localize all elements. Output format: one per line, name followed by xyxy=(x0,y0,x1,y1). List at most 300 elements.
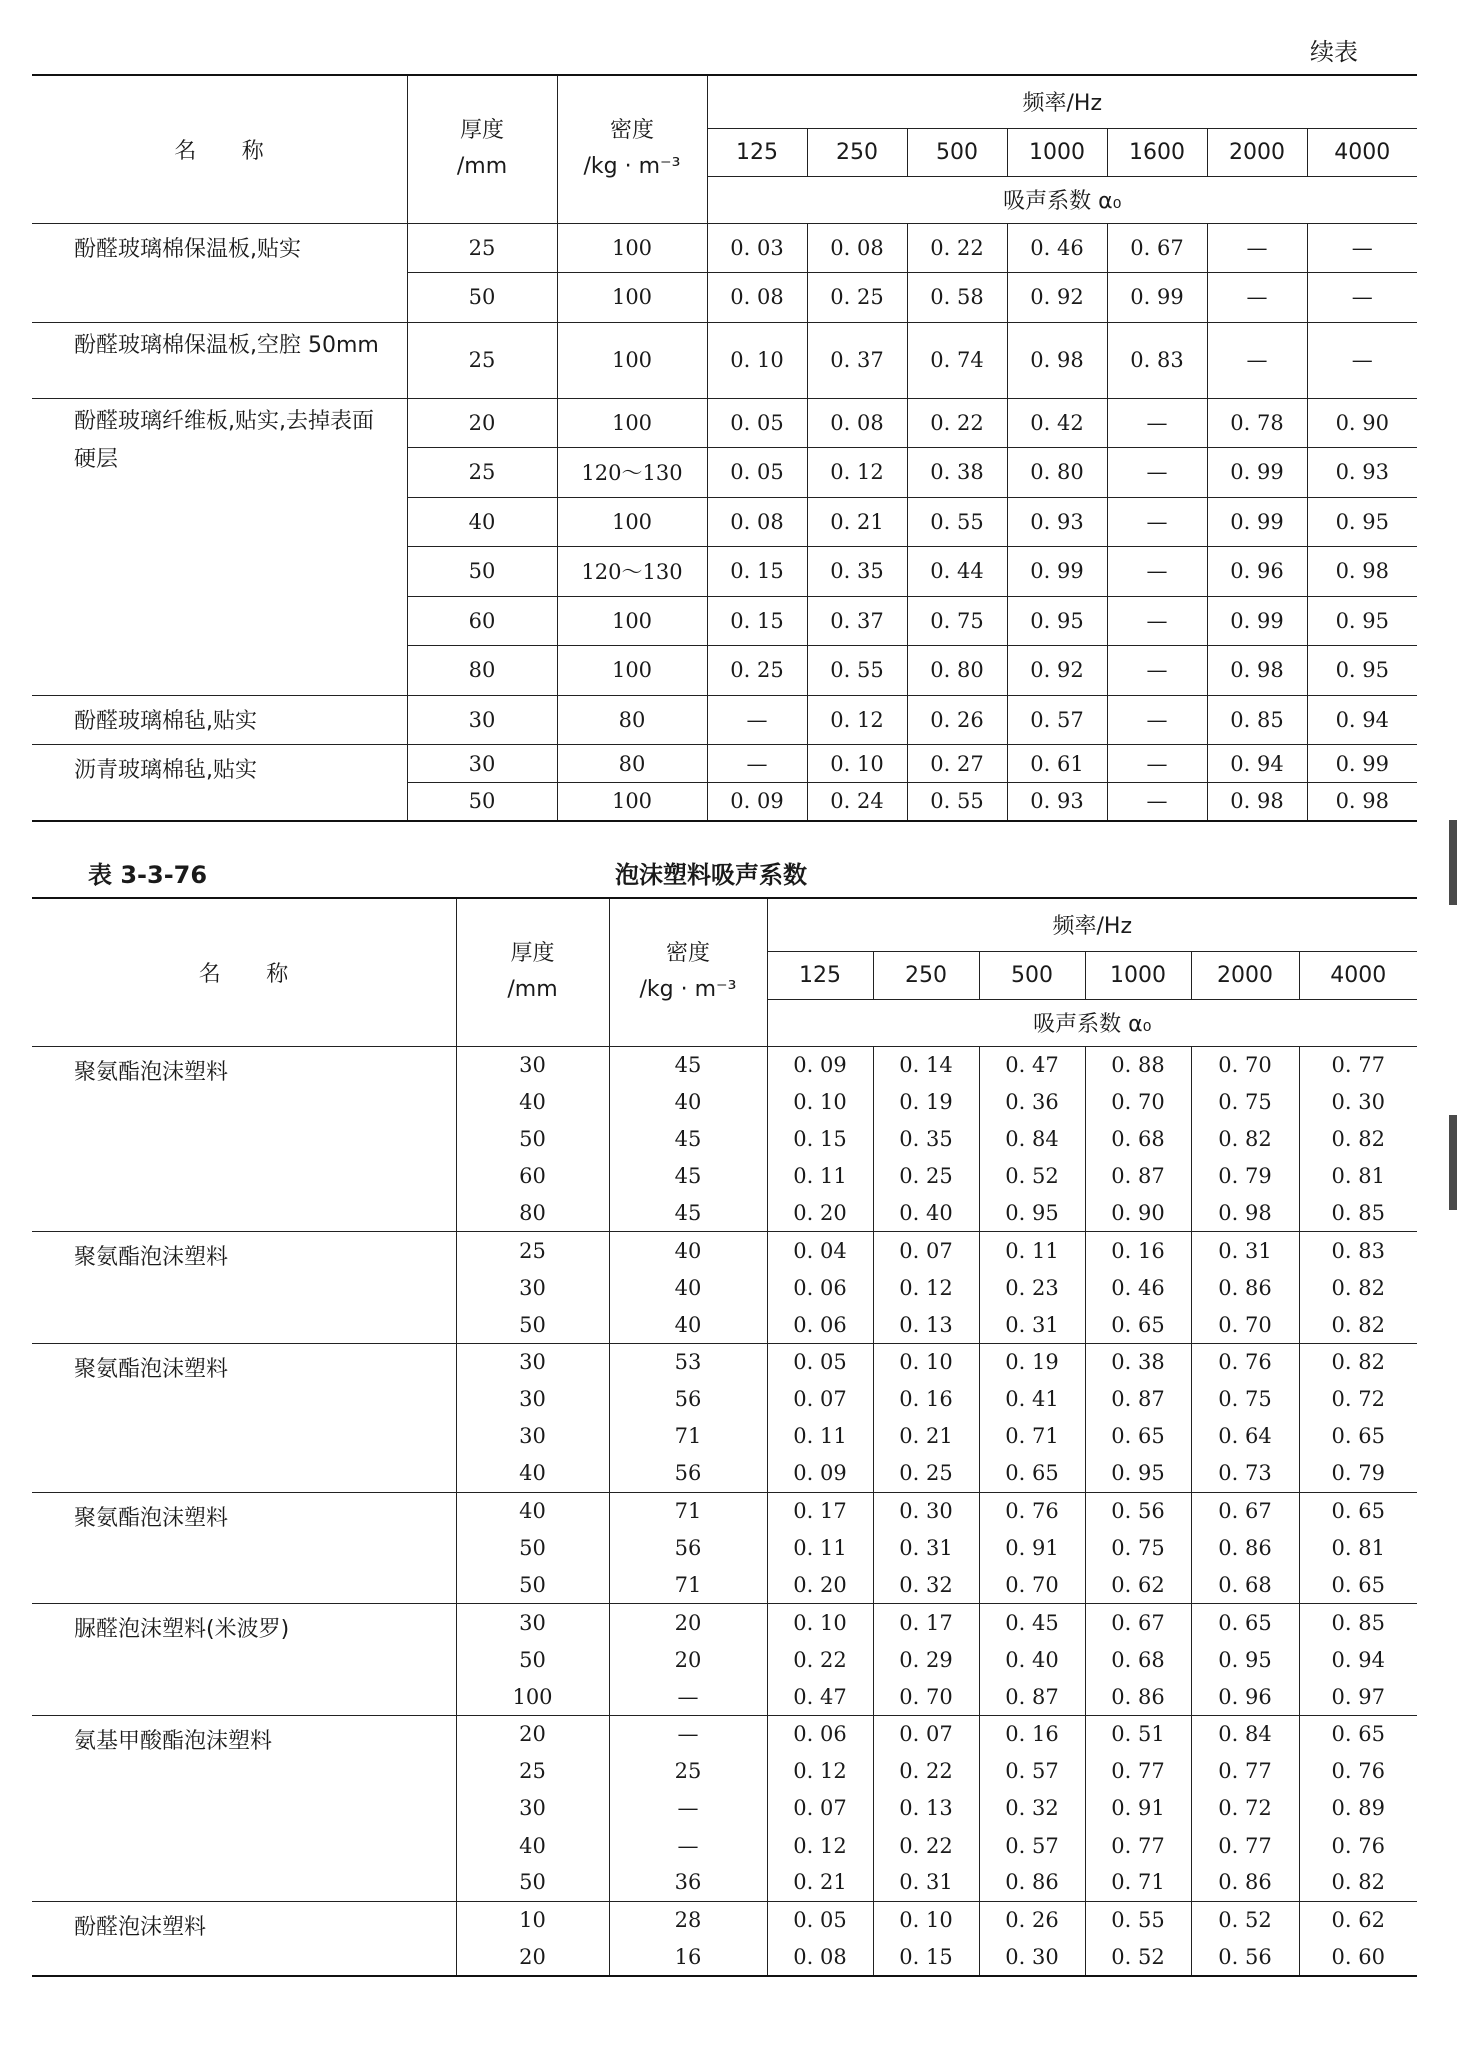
thickness-cell: 50 xyxy=(407,273,557,323)
coefficient-cell: 0. 77 xyxy=(1299,1046,1417,1083)
header-freq-125: 125 xyxy=(767,951,873,999)
coefficient-cell: 0. 93 xyxy=(1007,783,1107,821)
table-row xyxy=(32,1232,1417,1269)
coefficient-cell: 0. 07 xyxy=(767,1790,873,1827)
header-density-text: 密度 /kg · m⁻³ xyxy=(583,118,681,180)
coefficient-cell: 0. 21 xyxy=(767,1864,873,1901)
thickness-cell: 80 xyxy=(456,1195,609,1232)
thickness-cell: 30 xyxy=(456,1790,609,1827)
header-density-text: 密度 /kg · m⁻³ xyxy=(639,941,737,1003)
thickness-cell: 50 xyxy=(407,547,557,597)
thickness-cell: 40 xyxy=(456,1083,609,1120)
coefficient-cell: 0. 85 xyxy=(1207,695,1307,745)
coefficient-cell: 0. 70 xyxy=(979,1567,1085,1604)
coefficient-cell: 0. 09 xyxy=(767,1046,873,1083)
material-name: 氨基甲酸酯泡沫塑料 xyxy=(32,1715,456,1901)
coefficient-cell: 0. 95 xyxy=(1085,1455,1191,1492)
coefficient-cell: 0. 95 xyxy=(1007,596,1107,646)
header-freq-250: 250 xyxy=(873,951,979,999)
coefficient-cell: 0. 77 xyxy=(1085,1827,1191,1864)
material-name: 沥青玻璃棉毡,贴实 xyxy=(32,745,407,821)
coefficient-cell: 0. 38 xyxy=(1085,1344,1191,1381)
coefficient-cell: 0. 90 xyxy=(1085,1195,1191,1232)
foam-absorption-table xyxy=(32,897,1417,1977)
coefficient-cell: 0. 90 xyxy=(1307,398,1417,448)
density-cell: 100 xyxy=(557,273,707,323)
coefficient-cell: — xyxy=(1107,398,1207,448)
coefficient-cell: 0. 15 xyxy=(767,1120,873,1157)
table-row xyxy=(32,695,1417,745)
coefficient-cell: 0. 70 xyxy=(1191,1046,1299,1083)
coefficient-cell: 0. 98 xyxy=(1191,1195,1299,1232)
coefficient-cell: 0. 29 xyxy=(873,1641,979,1678)
coefficient-cell: 0. 52 xyxy=(979,1158,1085,1195)
coefficient-cell: 0. 35 xyxy=(807,547,907,597)
coefficient-cell: 0. 56 xyxy=(1085,1492,1191,1529)
table-title: 泡沫塑料吸声系数 xyxy=(615,861,807,889)
coefficient-cell: 0. 82 xyxy=(1299,1120,1417,1157)
table-row xyxy=(32,1492,1417,1529)
thickness-cell: 50 xyxy=(456,1567,609,1604)
material-name: 酚醛泡沫塑料 xyxy=(32,1901,456,1975)
coefficient-cell: 0. 72 xyxy=(1191,1790,1299,1827)
coefficient-cell: 0. 25 xyxy=(873,1455,979,1492)
coefficient-cell: 0. 76 xyxy=(1191,1344,1299,1381)
coefficient-cell: 0. 80 xyxy=(1007,448,1107,498)
thickness-cell: 20 xyxy=(456,1715,609,1752)
coefficient-cell: 0. 31 xyxy=(979,1306,1085,1343)
coefficient-cell: 0. 75 xyxy=(1191,1083,1299,1120)
density-cell: — xyxy=(609,1827,767,1864)
header-freq-2000: 2000 xyxy=(1191,951,1299,999)
thickness-cell: 50 xyxy=(456,1306,609,1343)
coefficient-cell: 0. 79 xyxy=(1191,1158,1299,1195)
header-absorption-coefficient: 吸声系数 α₀ xyxy=(707,176,1417,223)
density-cell: 71 xyxy=(609,1492,767,1529)
coefficient-cell: 0. 58 xyxy=(907,273,1007,323)
coefficient-cell: 0. 65 xyxy=(1299,1715,1417,1752)
header-thickness-text: 厚度 /mm xyxy=(507,941,558,1003)
coefficient-cell: 0. 32 xyxy=(979,1790,1085,1827)
coefficient-cell: 0. 08 xyxy=(807,223,907,273)
coefficient-cell: 0. 94 xyxy=(1299,1641,1417,1678)
thickness-cell: 25 xyxy=(407,322,557,398)
thickness-cell: 50 xyxy=(407,783,557,821)
coefficient-cell: 0. 70 xyxy=(1085,1083,1191,1120)
coefficient-cell: 0. 65 xyxy=(1299,1418,1417,1455)
coefficient-cell: 0. 20 xyxy=(767,1195,873,1232)
coefficient-cell: 0. 84 xyxy=(1191,1715,1299,1752)
coefficient-cell: 0. 51 xyxy=(1085,1715,1191,1752)
thickness-cell: 50 xyxy=(456,1529,609,1566)
coefficient-cell: 0. 82 xyxy=(1191,1120,1299,1157)
coefficient-cell: — xyxy=(1107,448,1207,498)
coefficient-cell: 0. 27 xyxy=(907,745,1007,783)
density-cell: 56 xyxy=(609,1529,767,1566)
table-number: 表 3-3-76 xyxy=(88,861,208,889)
thickness-cell: 40 xyxy=(407,497,557,547)
header-density xyxy=(609,898,767,1046)
coefficient-cell: 0. 95 xyxy=(1191,1641,1299,1678)
coefficient-cell: 0. 99 xyxy=(1207,497,1307,547)
coefficient-cell: 0. 42 xyxy=(1007,398,1107,448)
coefficient-cell: 0. 22 xyxy=(907,398,1007,448)
header-freq-500: 500 xyxy=(979,951,1085,999)
header-freq-1600: 1600 xyxy=(1107,128,1207,176)
coefficient-cell: 0. 95 xyxy=(1307,646,1417,696)
coefficient-cell: 0. 08 xyxy=(707,273,807,323)
density-cell: 28 xyxy=(609,1901,767,1938)
header-freq-4000: 4000 xyxy=(1299,951,1417,999)
coefficient-cell: 0. 47 xyxy=(767,1678,873,1715)
coefficient-cell: 0. 13 xyxy=(873,1790,979,1827)
thickness-cell: 60 xyxy=(407,596,557,646)
table-row xyxy=(32,1604,1417,1641)
coefficient-cell: 0. 87 xyxy=(979,1678,1085,1715)
coefficient-cell: 0. 12 xyxy=(767,1753,873,1790)
coefficient-cell: 0. 10 xyxy=(767,1083,873,1120)
coefficient-cell: 0. 85 xyxy=(1299,1195,1417,1232)
table-row xyxy=(32,223,1417,273)
header-density xyxy=(557,75,707,223)
coefficient-cell: 0. 12 xyxy=(807,695,907,745)
coefficient-cell: — xyxy=(1207,273,1307,323)
coefficient-cell: 0. 30 xyxy=(1299,1083,1417,1120)
coefficient-cell: 0. 25 xyxy=(807,273,907,323)
density-cell: 80 xyxy=(557,745,707,783)
coefficient-cell: 0. 14 xyxy=(873,1046,979,1083)
coefficient-cell: 0. 03 xyxy=(707,223,807,273)
coefficient-cell: 0. 94 xyxy=(1207,745,1307,783)
density-cell: 45 xyxy=(609,1120,767,1157)
coefficient-cell: 0. 98 xyxy=(1007,322,1107,398)
coefficient-cell: 0. 65 xyxy=(1085,1306,1191,1343)
material-name: 酚醛玻璃纤维板,贴实,去掉表面硬层 xyxy=(32,398,407,695)
thickness-cell: 80 xyxy=(407,646,557,696)
thickness-cell: 40 xyxy=(456,1492,609,1529)
density-cell: 120～130 xyxy=(557,448,707,498)
coefficient-cell: 0. 06 xyxy=(767,1715,873,1752)
coefficient-cell: 0. 41 xyxy=(979,1381,1085,1418)
density-cell: 53 xyxy=(609,1344,767,1381)
coefficient-cell: 0. 75 xyxy=(1191,1381,1299,1418)
coefficient-cell: 0. 08 xyxy=(707,497,807,547)
coefficient-cell: 0. 13 xyxy=(873,1306,979,1343)
coefficient-cell: 0. 22 xyxy=(873,1827,979,1864)
header-freq-1000: 1000 xyxy=(1085,951,1191,999)
thickness-cell: 100 xyxy=(456,1678,609,1715)
coefficient-cell: — xyxy=(707,695,807,745)
density-cell: 71 xyxy=(609,1567,767,1604)
thickness-cell: 50 xyxy=(456,1120,609,1157)
coefficient-cell: 0. 47 xyxy=(979,1046,1085,1083)
coefficient-cell: 0. 81 xyxy=(1299,1158,1417,1195)
table-body xyxy=(32,1046,1417,1976)
coefficient-cell: 0. 80 xyxy=(907,646,1007,696)
coefficient-cell: — xyxy=(1107,596,1207,646)
header-thickness xyxy=(456,898,609,1046)
density-cell: 25 xyxy=(609,1753,767,1790)
thickness-cell: 10 xyxy=(456,1901,609,1938)
coefficient-cell: 0. 76 xyxy=(1299,1753,1417,1790)
coefficient-cell: 0. 60 xyxy=(1299,1939,1417,1976)
coefficient-cell: 0. 77 xyxy=(1085,1753,1191,1790)
coefficient-cell: 0. 46 xyxy=(1007,223,1107,273)
coefficient-cell: — xyxy=(1107,497,1207,547)
coefficient-cell: 0. 64 xyxy=(1191,1418,1299,1455)
density-cell: 20 xyxy=(609,1604,767,1641)
coefficient-cell: 0. 83 xyxy=(1107,322,1207,398)
density-cell: 40 xyxy=(609,1306,767,1343)
material-name: 酚醛玻璃棉毡,贴实 xyxy=(32,695,407,745)
coefficient-cell: 0. 93 xyxy=(1007,497,1107,547)
coefficient-cell: 0. 82 xyxy=(1299,1864,1417,1901)
coefficient-cell: 0. 35 xyxy=(873,1120,979,1157)
density-cell: 36 xyxy=(609,1864,767,1901)
coefficient-cell: 0. 96 xyxy=(1207,547,1307,597)
coefficient-cell: 0. 04 xyxy=(767,1232,873,1269)
coefficient-cell: 0. 91 xyxy=(1085,1790,1191,1827)
coefficient-cell: — xyxy=(1107,783,1207,821)
coefficient-cell: 0. 22 xyxy=(907,223,1007,273)
coefficient-cell: 0. 12 xyxy=(807,448,907,498)
coefficient-cell: 0. 74 xyxy=(907,322,1007,398)
density-cell: 20 xyxy=(609,1641,767,1678)
coefficient-cell: 0. 44 xyxy=(907,547,1007,597)
thickness-cell: 25 xyxy=(407,448,557,498)
coefficient-cell: 0. 21 xyxy=(873,1418,979,1455)
coefficient-cell: 0. 68 xyxy=(1085,1641,1191,1678)
coefficient-cell: 0. 75 xyxy=(907,596,1007,646)
density-cell: 40 xyxy=(609,1083,767,1120)
coefficient-cell: 0. 79 xyxy=(1299,1455,1417,1492)
coefficient-cell: — xyxy=(1107,646,1207,696)
coefficient-cell: 0. 11 xyxy=(767,1529,873,1566)
thickness-cell: 30 xyxy=(407,695,557,745)
coefficient-cell: — xyxy=(1307,273,1417,323)
coefficient-cell: 0. 99 xyxy=(1007,547,1107,597)
coefficient-cell: 0. 67 xyxy=(1191,1492,1299,1529)
coefficient-cell: 0. 76 xyxy=(979,1492,1085,1529)
density-cell: 100 xyxy=(557,596,707,646)
coefficient-cell: — xyxy=(1207,223,1307,273)
coefficient-cell: 0. 85 xyxy=(1299,1604,1417,1641)
page-edge-tab xyxy=(1449,820,1457,905)
material-name: 酚醛玻璃棉保温板,贴实 xyxy=(32,223,407,322)
coefficient-cell: 0. 62 xyxy=(1085,1567,1191,1604)
coefficient-cell: 0. 97 xyxy=(1299,1678,1417,1715)
thickness-cell: 40 xyxy=(456,1455,609,1492)
header-name: 名 称 xyxy=(32,75,407,223)
coefficient-cell: 0. 15 xyxy=(873,1939,979,1976)
coefficient-cell: 0. 17 xyxy=(767,1492,873,1529)
coefficient-cell: 0. 67 xyxy=(1085,1604,1191,1641)
coefficient-cell: 0. 86 xyxy=(1085,1678,1191,1715)
table-row xyxy=(32,1046,1417,1083)
coefficient-cell: 0. 55 xyxy=(907,783,1007,821)
coefficient-cell: 0. 92 xyxy=(1007,273,1107,323)
coefficient-cell: — xyxy=(1307,322,1417,398)
thickness-cell: 20 xyxy=(456,1939,609,1976)
coefficient-cell: 0. 73 xyxy=(1191,1455,1299,1492)
coefficient-cell: 0. 20 xyxy=(767,1567,873,1604)
coefficient-cell: 0. 05 xyxy=(707,448,807,498)
coefficient-cell: 0. 07 xyxy=(873,1715,979,1752)
table-row xyxy=(32,1715,1417,1752)
coefficient-cell: 0. 99 xyxy=(1307,745,1417,783)
thickness-cell: 50 xyxy=(456,1641,609,1678)
coefficient-cell: 0. 95 xyxy=(1307,497,1417,547)
coefficient-cell: 0. 06 xyxy=(767,1269,873,1306)
coefficient-cell: 0. 77 xyxy=(1191,1827,1299,1864)
coefficient-cell: 0. 36 xyxy=(979,1083,1085,1120)
coefficient-cell: 0. 65 xyxy=(1191,1604,1299,1641)
coefficient-cell: 0. 55 xyxy=(907,497,1007,547)
coefficient-cell: 0. 07 xyxy=(873,1232,979,1269)
coefficient-cell: 0. 25 xyxy=(707,646,807,696)
density-cell: — xyxy=(609,1678,767,1715)
material-name: 聚氨酯泡沫塑料 xyxy=(32,1232,456,1344)
header-name: 名 称 xyxy=(32,898,456,1046)
coefficient-cell: 0. 10 xyxy=(767,1604,873,1641)
thickness-cell: 20 xyxy=(407,398,557,448)
coefficient-cell: 0. 72 xyxy=(1299,1381,1417,1418)
density-cell: 16 xyxy=(609,1939,767,1976)
coefficient-cell: 0. 84 xyxy=(979,1120,1085,1157)
coefficient-cell: 0. 52 xyxy=(1085,1939,1191,1976)
coefficient-cell: 0. 12 xyxy=(767,1827,873,1864)
coefficient-cell: 0. 57 xyxy=(1007,695,1107,745)
coefficient-cell: — xyxy=(1307,223,1417,273)
coefficient-cell: 0. 10 xyxy=(807,745,907,783)
coefficient-cell: 0. 68 xyxy=(1191,1567,1299,1604)
thickness-cell: 30 xyxy=(456,1418,609,1455)
thickness-cell: 25 xyxy=(456,1753,609,1790)
coefficient-cell: 0. 61 xyxy=(1007,745,1107,783)
coefficient-cell: 0. 05 xyxy=(767,1901,873,1938)
density-cell: 100 xyxy=(557,646,707,696)
thickness-cell: 30 xyxy=(456,1381,609,1418)
coefficient-cell: 0. 40 xyxy=(979,1641,1085,1678)
coefficient-cell: 0. 77 xyxy=(1191,1753,1299,1790)
coefficient-cell: 0. 98 xyxy=(1207,783,1307,821)
thickness-cell: 25 xyxy=(456,1232,609,1269)
coefficient-cell: 0. 15 xyxy=(707,596,807,646)
density-cell: 56 xyxy=(609,1455,767,1492)
coefficient-cell: 0. 10 xyxy=(873,1344,979,1381)
coefficient-cell: 0. 31 xyxy=(1191,1232,1299,1269)
density-cell: — xyxy=(609,1790,767,1827)
density-cell: 71 xyxy=(609,1418,767,1455)
coefficient-cell: 0. 81 xyxy=(1299,1529,1417,1566)
header-freq-4000: 4000 xyxy=(1307,128,1417,176)
coefficient-cell: 0. 95 xyxy=(1307,596,1417,646)
density-cell: 100 xyxy=(557,398,707,448)
coefficient-cell: 0. 91 xyxy=(979,1529,1085,1566)
coefficient-cell: 0. 71 xyxy=(979,1418,1085,1455)
density-cell: 100 xyxy=(557,322,707,398)
coefficient-cell: 0. 31 xyxy=(873,1864,979,1901)
coefficient-cell: 0. 57 xyxy=(979,1827,1085,1864)
thickness-cell: 30 xyxy=(456,1344,609,1381)
coefficient-cell: 0. 09 xyxy=(767,1455,873,1492)
coefficient-cell: 0. 26 xyxy=(979,1901,1085,1938)
coefficient-cell: 0. 30 xyxy=(979,1939,1085,1976)
coefficient-cell: 0. 24 xyxy=(807,783,907,821)
coefficient-cell: 0. 25 xyxy=(873,1158,979,1195)
coefficient-cell: 0. 45 xyxy=(979,1604,1085,1641)
coefficient-cell: 0. 94 xyxy=(1307,695,1417,745)
coefficient-cell: 0. 67 xyxy=(1107,223,1207,273)
coefficient-cell: 0. 40 xyxy=(873,1195,979,1232)
coefficient-cell: 0. 93 xyxy=(1307,448,1417,498)
absorption-table-continued xyxy=(32,74,1417,822)
coefficient-cell: 0. 82 xyxy=(1299,1344,1417,1381)
coefficient-cell: 0. 65 xyxy=(979,1455,1085,1492)
density-cell: 100 xyxy=(557,497,707,547)
density-cell: 100 xyxy=(557,783,707,821)
coefficient-cell: 0. 17 xyxy=(873,1604,979,1641)
coefficient-cell: 0. 08 xyxy=(767,1939,873,1976)
coefficient-cell: 0. 23 xyxy=(979,1269,1085,1306)
coefficient-cell: 0. 95 xyxy=(979,1195,1085,1232)
coefficient-cell: 0. 96 xyxy=(1191,1678,1299,1715)
density-cell: 120～130 xyxy=(557,547,707,597)
coefficient-cell: 0. 82 xyxy=(1299,1306,1417,1343)
coefficient-cell: 0. 75 xyxy=(1085,1529,1191,1566)
coefficient-cell: 0. 98 xyxy=(1307,783,1417,821)
coefficient-cell: 0. 76 xyxy=(1299,1827,1417,1864)
thickness-cell: 25 xyxy=(407,223,557,273)
density-cell: 100 xyxy=(557,223,707,273)
header-freq-1000: 1000 xyxy=(1007,128,1107,176)
density-cell: 40 xyxy=(609,1232,767,1269)
page-edge-tab xyxy=(1449,1115,1457,1210)
density-cell: 56 xyxy=(609,1381,767,1418)
table-row xyxy=(32,398,1417,448)
coefficient-cell: 0. 86 xyxy=(1191,1269,1299,1306)
coefficient-cell: 0. 98 xyxy=(1207,646,1307,696)
coefficient-cell: 0. 65 xyxy=(1085,1418,1191,1455)
header-freq-125: 125 xyxy=(707,128,807,176)
table-row xyxy=(32,1344,1417,1381)
coefficient-cell: — xyxy=(1107,695,1207,745)
header-frequency: 频率/Hz xyxy=(707,75,1417,128)
table-row xyxy=(32,322,1417,398)
coefficient-cell: 0. 86 xyxy=(1191,1529,1299,1566)
coefficient-cell: 0. 99 xyxy=(1207,596,1307,646)
header-freq-2000: 2000 xyxy=(1207,128,1307,176)
coefficient-cell: 0. 86 xyxy=(979,1864,1085,1901)
coefficient-cell: — xyxy=(1107,547,1207,597)
coefficient-cell: — xyxy=(1207,322,1307,398)
coefficient-cell: 0. 22 xyxy=(767,1641,873,1678)
table-row xyxy=(32,1901,1417,1938)
coefficient-cell: 0. 57 xyxy=(979,1753,1085,1790)
coefficient-cell: 0. 70 xyxy=(1191,1306,1299,1343)
coefficient-cell: — xyxy=(707,745,807,783)
coefficient-cell: 0. 87 xyxy=(1085,1381,1191,1418)
coefficient-cell: 0. 88 xyxy=(1085,1046,1191,1083)
header-freq-250: 250 xyxy=(807,128,907,176)
header-frequency: 频率/Hz xyxy=(767,898,1417,951)
coefficient-cell: 0. 10 xyxy=(873,1901,979,1938)
coefficient-cell: 0. 09 xyxy=(707,783,807,821)
coefficient-cell: 0. 52 xyxy=(1191,1901,1299,1938)
coefficient-cell: 0. 92 xyxy=(1007,646,1107,696)
coefficient-cell: 0. 89 xyxy=(1299,1790,1417,1827)
coefficient-cell: 0. 05 xyxy=(707,398,807,448)
